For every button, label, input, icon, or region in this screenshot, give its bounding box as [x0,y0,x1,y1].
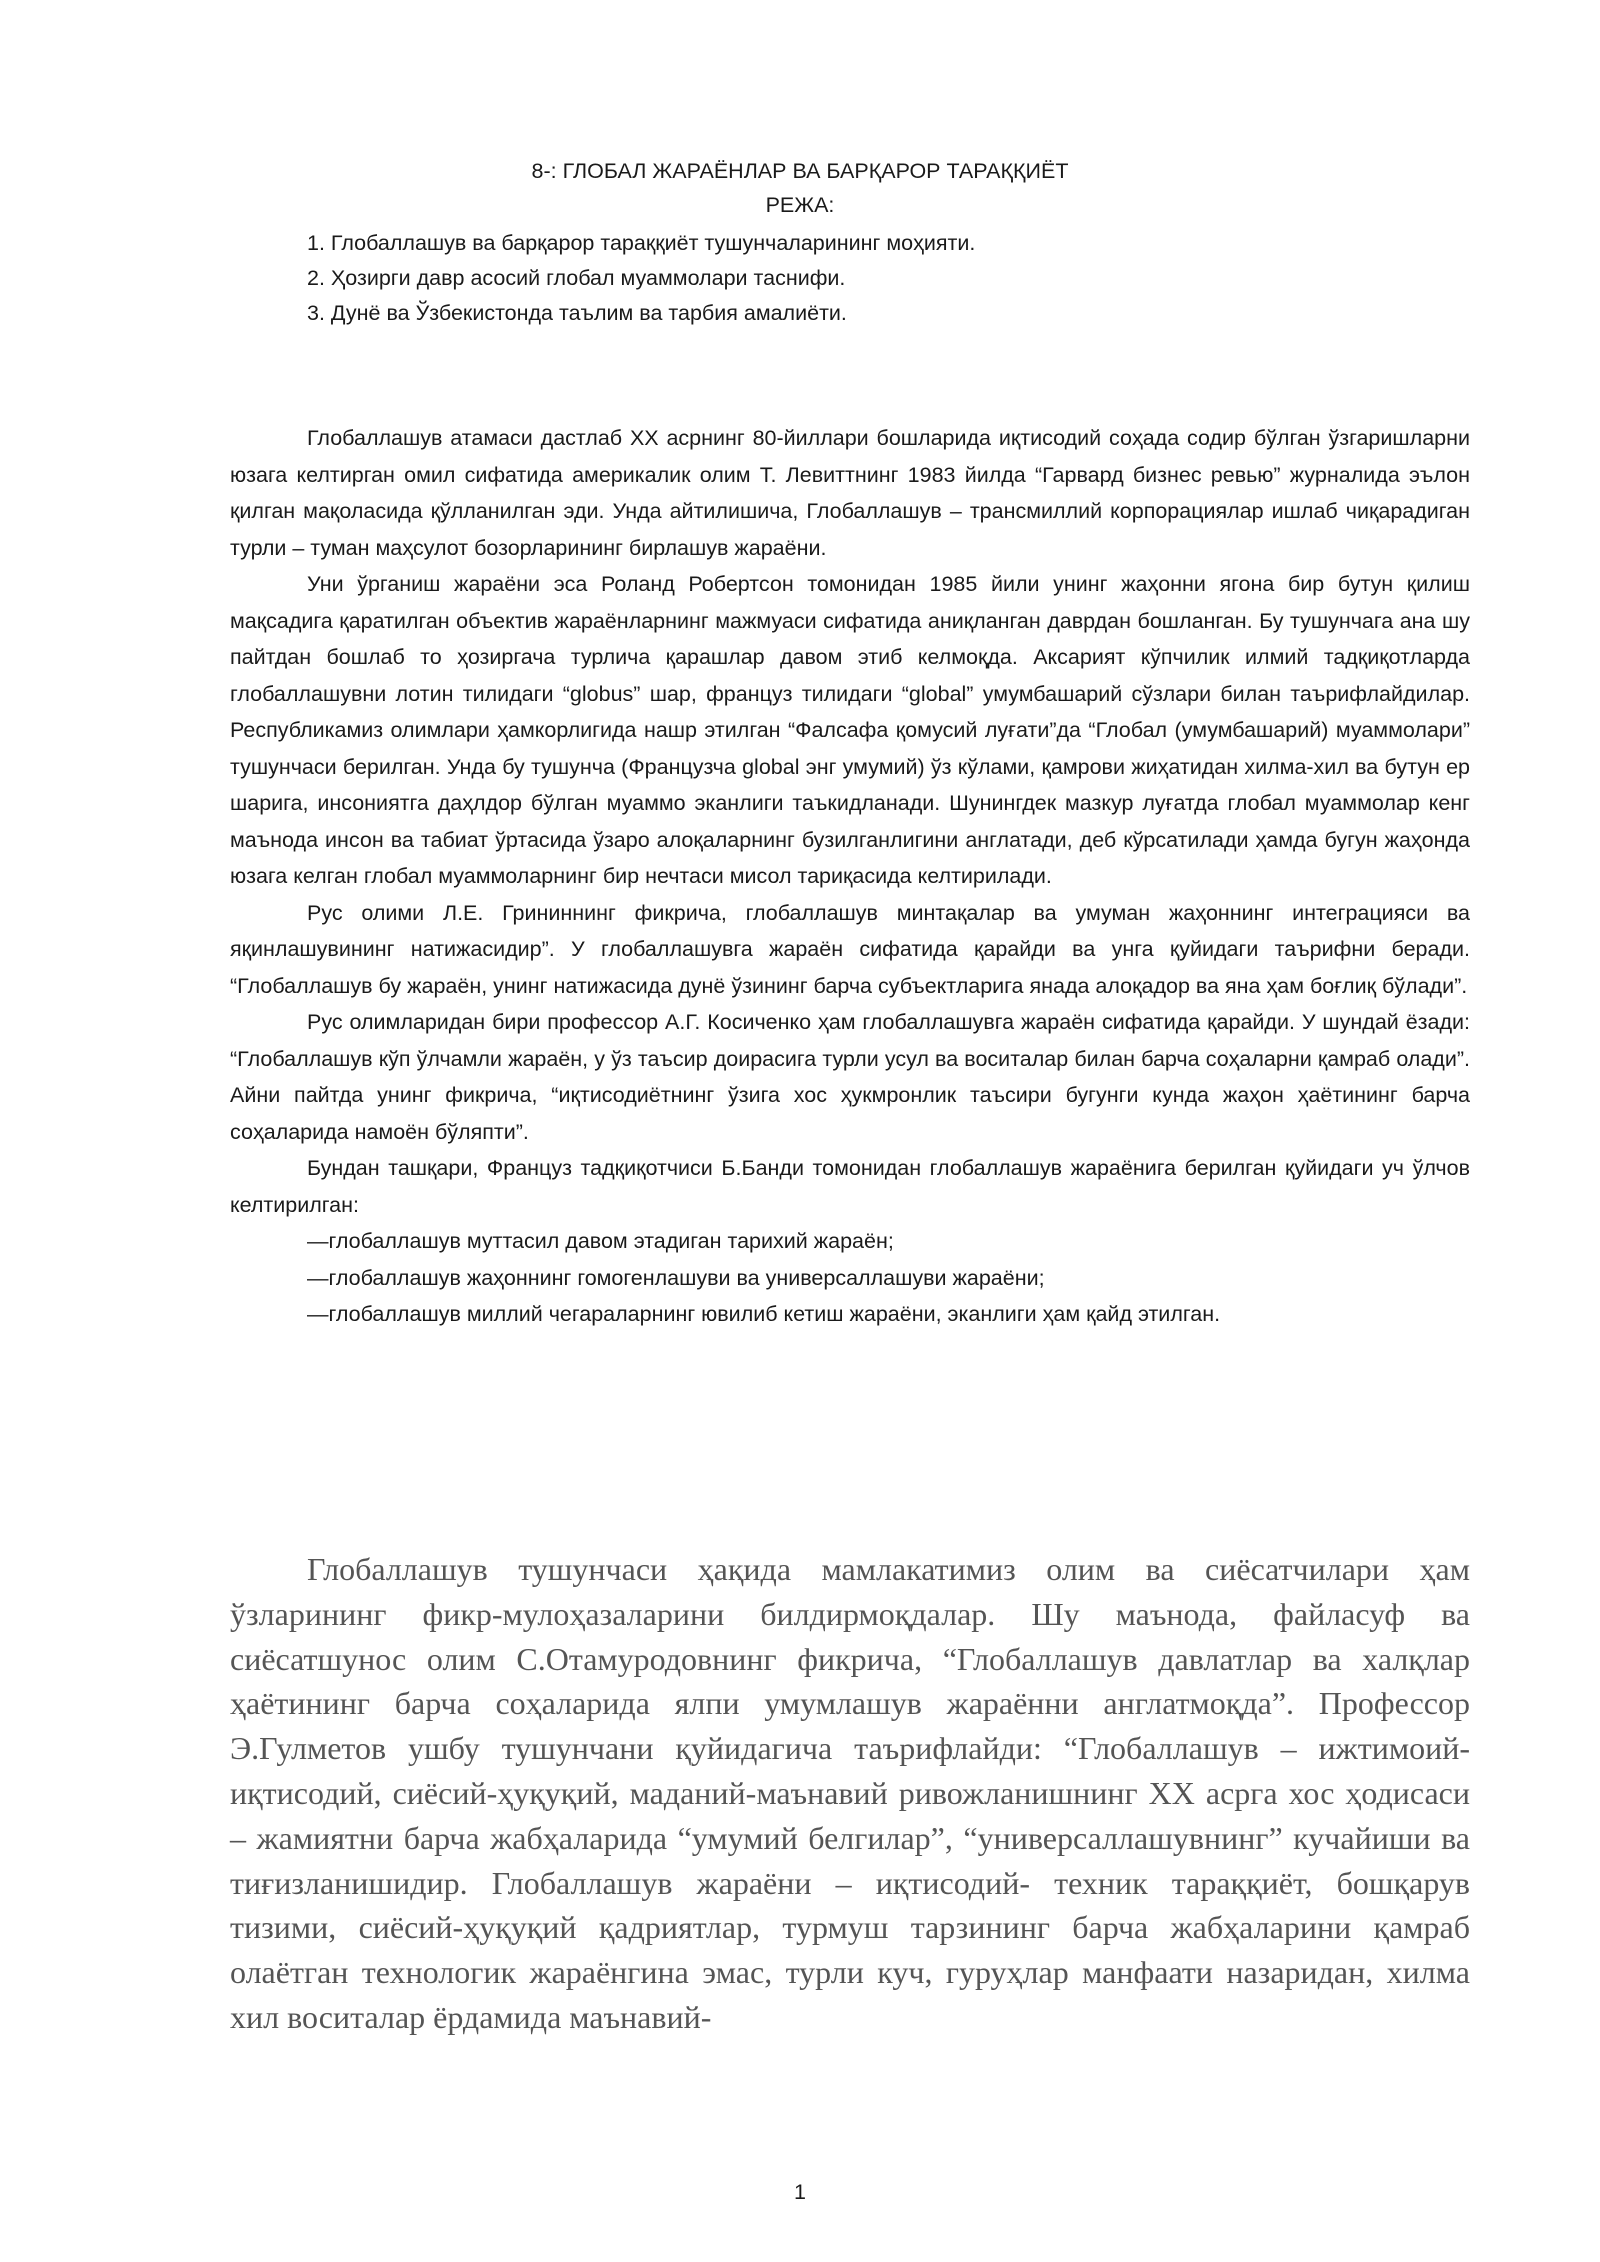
body-paragraph: Рус олими Л.Е. Грининнинг фикрича, глобаллашув минтақалар ва умуман жаҳоннинг интеграцияси ва яқинлашувининг натижасидир”. У глобаллашувга жараён сифатида қарайди ва унга қуйидаги таърифни беради. “Глобаллашув бу жараён, унинг натижасида дунё ўзининг барча субъектларига янада алоқадор ва яна ҳам боғлиқ бўлади”. [230,900,1470,998]
dimension-item: —глобаллашув миллий чегараларнинг ювилиб кетиш жараёни, эканлиги ҳам қайд этилган. [307,1302,1221,1326]
plan-item: 1. Глобаллашув ва барқарор тараққиёт тушунчаларининг моҳияти. [307,231,976,255]
dimension-item: —глобаллашув муттасил давом этадиган тарихий жараён; [307,1229,894,1253]
plan-item: 3. Дунё ва Ўзбекистонда таълим ва тарбия амалиёти. [307,301,847,325]
dimension-item: —глобаллашув жаҳоннинг гомогенлашуви ва универсаллашуви жараёни; [307,1265,1045,1290]
closing-text [230,1547,1470,2040]
plan-item: 2. Ҳозирги давр асосий глобал муаммолари таснифи. [307,266,846,290]
body-paragraph: Уни ўрганиш жараёни эса Роланд Робертсон томонидан 1985 йили унинг жаҳонни ягона бир бутун қилиш мақсадига қаратилган объектив жараёнларнинг мажмуаси сифатида аниқланган даврдан бошланган. Бу тушунчага ана шу пайтдан бошлаб то ҳозиргача турлича қарашлар давом этиб келмоқда. Аксарият кўпчилик илмий тадқиқотларда глобаллашувни лотин тилидаги “globus” шар, француз тилидаги “global” умумбашарий сўзлари билан таърифлайдилар. Республикамиз олимлари ҳамкорлигида нашр этилган “Фалсафа қомусий луғати”да “Глобал (умумбашарий) муаммолари” тушунчаси берилган. Унда бу тушунча (Французча global энг умумий) ўз кўлами, қамрови жиҳатидан хилма-хил ва бутун ер шарига, инсониятга даҳлдор бўлган муаммо эканлиги таъкидланади. Шунингдек мазкур луғатда глобал муаммолар кенг маънода инсон ва табиат ўртасида ўзаро алоқаларнинг бузилганлигини англатади, деб кўрсатилади ҳамда бугун жаҳонда юзага келган глобал муаммоларнинг бир нечтаси мисол тариқасида келтирилади. [230,572,1470,888]
plan-list [307,226,1307,331]
page-number: 1 [794,2180,806,2204]
main-text [230,420,1470,1333]
body-paragraph: Глобаллашув тушунчаси ҳақида мамлакатимиз олим ва сиёсатчилари ҳам ўзларининг фикр-мулоҳазаларини билдирмоқдалар. Шу маънода, файласуф ва сиёсатшунос олим С.Отамуродовнинг фикрича, “Глобаллашув давлатлар ва халқлар ҳаётининг барча соҳаларида ялпи умумлашув жараённи англатмоқда”. Профессор Э.Гулметов ушбу тушунчани қуйидагича таърифлайди: “Глобаллашув – ижтимоий-иқтисодий, сиёсий-ҳуқуқий, маданий-маънавий ривожланишнинг XX асрга хос ҳодисаси – жамиятни барча жабҳаларида “умумий белгилар”, “универсаллашувнинг” кучайиши ва тиғизланишидир. Глобаллашув жараёни – иқтисодий- техник тараққиёт, бошқарув тизими, сиёсий-ҳуқуқий қадриятлар, турмуш тарзининг барча жабҳаларини қамраб олаётган технологик жараёнгина эмас, турли куч, гуруҳлар манфаати назаридан, хилма хил воситалар ёрдамида маънавий- [230,1551,1470,2035]
body-paragraph: Глобаллашув атамаси дастлаб XX асрнинг 80-йиллари бошларида иқтисодий соҳада содир бўлган ўзгаришларни юзага келтирган омил сифатида америкалик олим Т. Левиттнинг 1983 йилда “Гарвард бизнес ревью” журналида эълон қилган мақоласида қўлланилган эди. Унда айтилишича, Глобаллашув – трансмиллий корпорациялар ишлаб чиқарадиган турли – туман маҳсулот бозорларининг бирлашув жараёни. [230,426,1470,560]
plan-heading: РЕЖА: [765,193,835,217]
document-title: 8-: ГЛОБАЛ ЖАРАЁНЛАР ВА БАРҚАРОР ТАРАҚҚИЁТ [531,159,1069,183]
body-paragraph: Рус олимларидан бири профессор А.Г. Косиченко ҳам глобаллашувга жараён сифатида қарайди. У шундай ёзади: “Глобаллашув кўп ўлчамли жараён, у ўз таъсир доирасига турли усул ва воситалар билан барча соҳаларни қамраб олади”. Айни пайтда унинг фикрича, “иқтисодиётнинг ўзига хос ҳукмронлик таъсири бугунги кунда жаҳон ҳаётининг барча соҳаларида намоён бўляпти”. [230,1010,1470,1144]
body-paragraph: Бундан ташқари, Француз тадқиқотчиси Б.Банди томонидан глобаллашув жараёнига берилган қуйидаги уч ўлчов келтирилган: [230,1156,1470,1217]
